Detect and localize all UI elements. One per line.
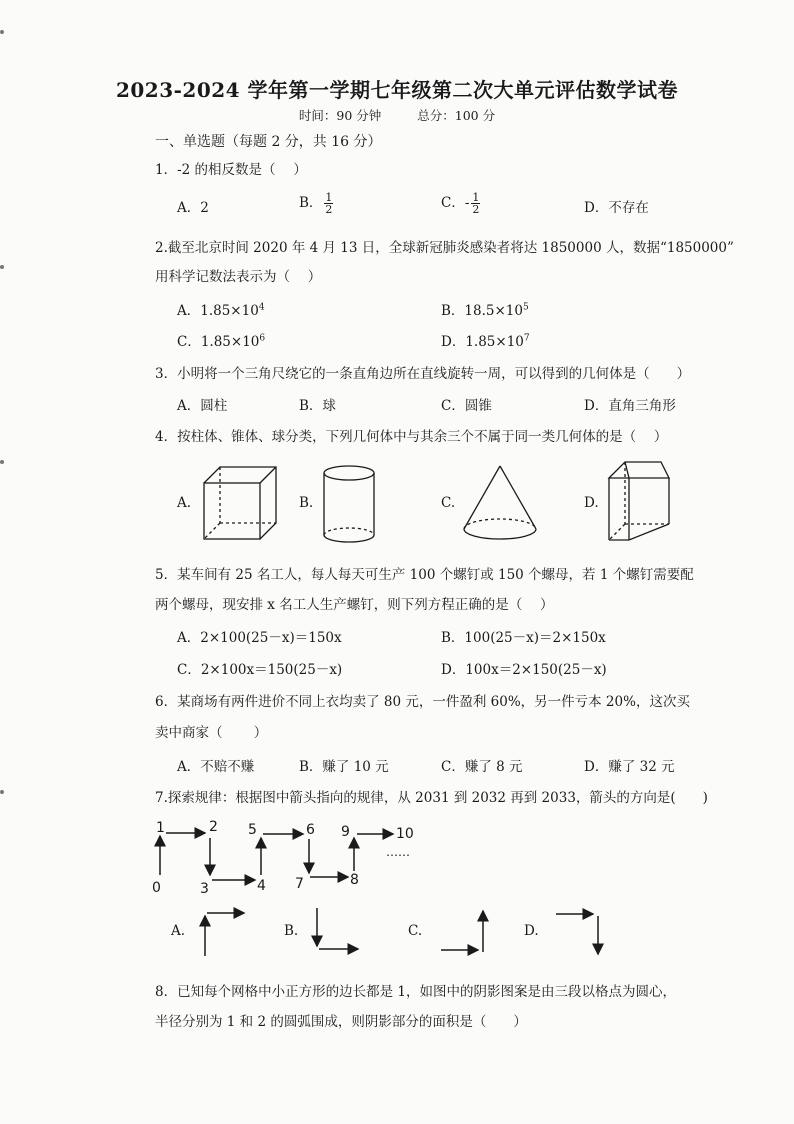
q1-stem: 1．-2 的相反数是（ ） [155,162,307,178]
q5-option-a: A．2×100(25－x)＝150x [177,630,342,646]
q3-option-d: D．直角三角形 [584,398,676,414]
q3-option-b: B．球 [299,398,336,414]
q4-option-d: D. [584,495,599,511]
q2-option-b-base: B．18.5×10 [441,303,523,319]
q5-stem-line2: 两个螺母，现安排 x 名工人生产螺钉，则下列方程正确的是（ ） [155,597,554,613]
pattern-number: 5 [248,822,257,838]
q5-option-b: B．100(25－x)＝2×150x [441,630,606,646]
pattern-number: 10 [396,826,414,842]
q1-option-d: D．不存在 [584,200,649,216]
exam-score: 总分：100 分 [417,108,496,123]
q8-stem-line2: 半径分别为 1 和 2 的圆弧围成，则阴影部分的面积是（ ） [155,1014,527,1030]
pattern-number: 1 [156,820,165,836]
pattern-number: 9 [341,824,350,840]
denominator: 2 [472,203,480,216]
exam-title: 2023-2024 学年第一学期七年级第二次大单元评估数学试卷 [115,78,679,102]
q2-stem-line1: 2.截至北京时间 2020 年 4 月 13 日，全球新冠肺炎感染者将达 1850000 人，数据“1850000” [155,240,734,256]
pattern-number: 3 [200,881,209,897]
pattern-number: 4 [257,878,266,894]
q2-option-c-exponent: 6 [259,333,266,344]
numerator: 1 [325,191,333,204]
q2-option-a-exponent: 4 [258,302,265,313]
q1-option-b-label: B． [299,195,323,211]
q5-option-d: D．100x＝2×150(25－x) [441,662,607,678]
q2-option-d-base: D．1.85×10 [441,334,524,350]
q6-option-d: D．赚了 32 元 [584,759,675,775]
pattern-number: 6 [306,822,315,838]
q4-stem: 4．按柱体、锥体、球分类，下列几何体中与其余三个不属于同一类几何体的是（ ） [155,429,668,445]
q5-stem-line1: 5．某车间有 25 名工人，每人每天可生产 100 个螺钉或 150 个螺母，若 1 个螺钉需要配 [155,567,694,583]
pattern-ellipsis: …… [386,845,410,859]
exam-time: 时间：90 分钟 [298,108,382,123]
pattern-number: 7 [295,876,304,892]
q5-option-c: C．2×100x＝150(25－x) [177,662,343,678]
q7-option-a: A. [171,923,186,939]
q4-option-b: B. [299,495,314,511]
q3-option-a: A．圆柱 [177,398,228,414]
pattern-number: 2 [209,819,218,835]
q6-stem-line1: 6．某商场有两件进价不同上衣均卖了 80 元，一件盈利 60%，另一件亏本 20%，这次买 [155,694,690,710]
q2-option-c-base: C．1.85×10 [177,334,260,350]
q1-option-c-label: C．- [441,195,470,211]
q7-option-d: D. [524,923,539,939]
numerator: 1 [472,191,480,204]
q1-option-a: A．2 [177,200,209,216]
q6-option-b: B．赚了 10 元 [299,759,389,775]
pattern-number: 0 [152,880,161,896]
q3-stem: 3．小明将一个三角尺绕它的一条直角边所在直线旋转一周，可以得到的几何体是（ ） [155,366,691,382]
q2-stem-line2: 用科学记数法表示为（ ） [155,269,322,285]
q6-stem-line2: 卖中商家（ ） [155,725,268,741]
q8-stem-line1: 8．已知每个网格中小正方形的边长都是 1，如图中的阴影图案是由三段以格点为圆心， [155,984,676,1000]
q7-stem: 7.探索规律：根据图中箭头指向的规律，从 2031 到 2032 再到 2033，箭头的方向是( ) [155,790,708,806]
q4-option-a: A. [177,495,192,511]
q2-option-d-exponent: 7 [523,333,530,344]
q2-option-a-base: A．1.85×10 [177,303,259,319]
denominator: 2 [325,203,333,216]
q7-option-b: B. [284,923,299,939]
q6-option-a: A．不赔不赚 [177,759,255,775]
section-heading: 一、单选题（每题 2 分，共 16 分） [155,134,382,150]
q7-option-c: C. [408,923,423,939]
q4-option-c: C. [441,495,456,511]
q3-option-c: C．圆锥 [441,398,492,414]
q6-option-c: C．赚了 8 元 [441,759,523,775]
q2-option-b-exponent: 5 [522,302,529,313]
pattern-number: 8 [350,872,359,888]
